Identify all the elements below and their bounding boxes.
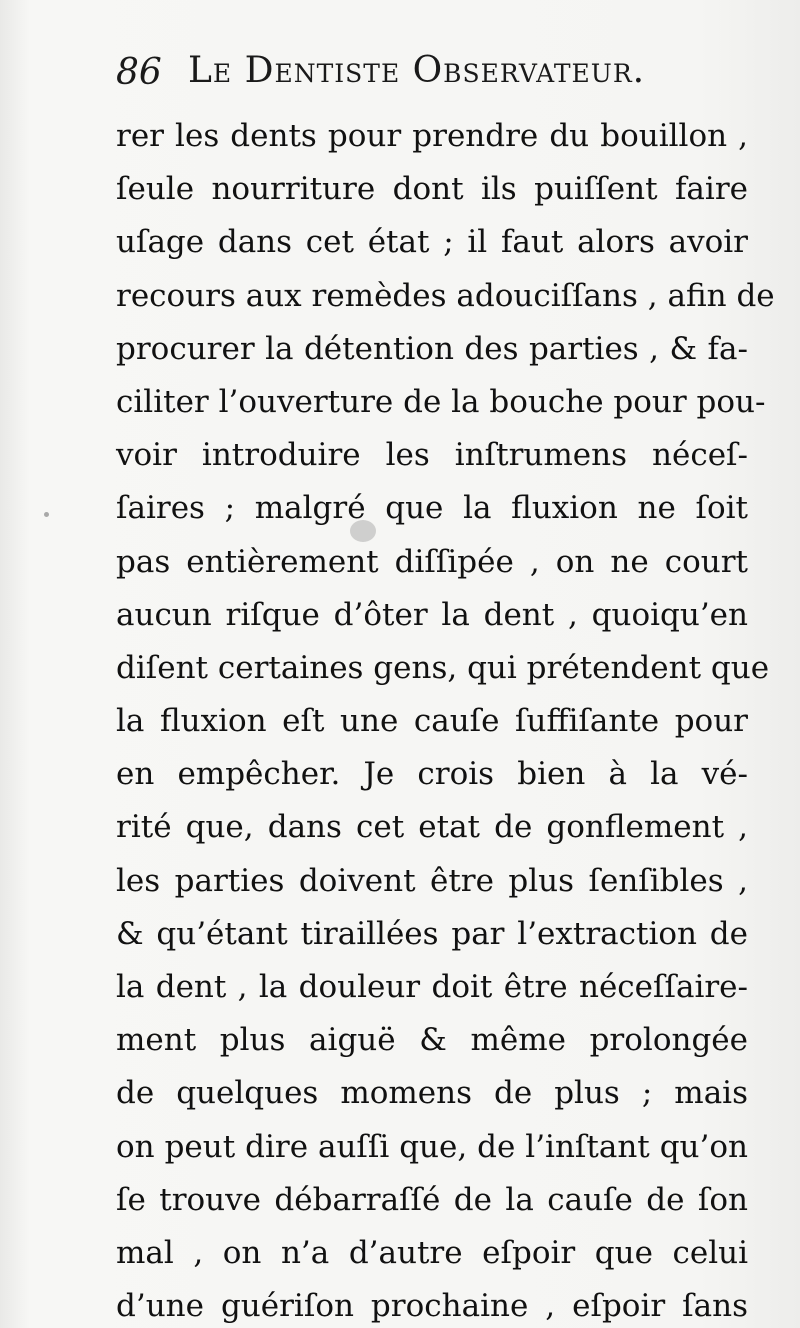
ink-speck bbox=[44, 512, 49, 517]
text-line: mal , on n’a d’autre eſpoir que celui bbox=[116, 1234, 748, 1271]
running-head: Le Dentiste Observateur. bbox=[188, 50, 646, 91]
text-line: les parties doivent être plus ſenſibles , bbox=[116, 862, 748, 899]
text-line: la fluxion eſt une cauſe ſuffiſante pour bbox=[116, 703, 748, 740]
text-line: d’une guériſon prochaine , eſpoir ſans bbox=[116, 1288, 748, 1325]
text-line: pas entièrement diſſipée , on ne court bbox=[116, 543, 748, 580]
text-line: diſent certaines gens, qui prétendent que bbox=[116, 649, 770, 686]
text-line: rité que, dans cet etat de gonflement , bbox=[116, 809, 748, 846]
text-line: de quelques momens de plus ; mais bbox=[116, 1075, 748, 1112]
text-line: procurer la détention des parties , & fa- bbox=[116, 330, 748, 367]
text-line: ment plus aiguë & même prolongée bbox=[116, 1022, 748, 1059]
text-line: & qu’étant tiraillées par l’extraction de bbox=[116, 915, 748, 952]
text-line: aucun riſque d’ôter la dent , quoiqu’en bbox=[116, 596, 748, 633]
page-number: 86 bbox=[116, 52, 162, 93]
text-line: ſaires ; malgré que la fluxion ne ſoit bbox=[116, 490, 748, 527]
text-line: en empêcher. Je crois bien à la vé- bbox=[116, 756, 748, 793]
text-line: on peut dire auſſi que, de l’inſtant qu’on bbox=[116, 1128, 748, 1165]
page-header bbox=[116, 46, 706, 102]
ink-speck bbox=[350, 520, 376, 542]
text-line: ciliter l’ouverture de la bouche pour pou- bbox=[116, 383, 766, 420]
text-line: rer les dents pour prendre du bouillon , bbox=[116, 118, 748, 154]
text-line: recours aux remèdes adouciſſans , afin de bbox=[116, 277, 775, 314]
text-line: ſe trouve débarraſſé de la cauſe de ſon bbox=[116, 1181, 748, 1218]
text-line: voir introduire les inſtrumens néceſ- bbox=[116, 437, 748, 474]
text-line: la dent , la douleur doit être néceſſaire- bbox=[116, 969, 748, 1005]
text-line: uſage dans cet état ; il faut alors avoir bbox=[116, 224, 748, 261]
text-line: ſeule nourriture dont ils puiſſent faire bbox=[116, 171, 748, 208]
body-text bbox=[116, 110, 775, 1328]
